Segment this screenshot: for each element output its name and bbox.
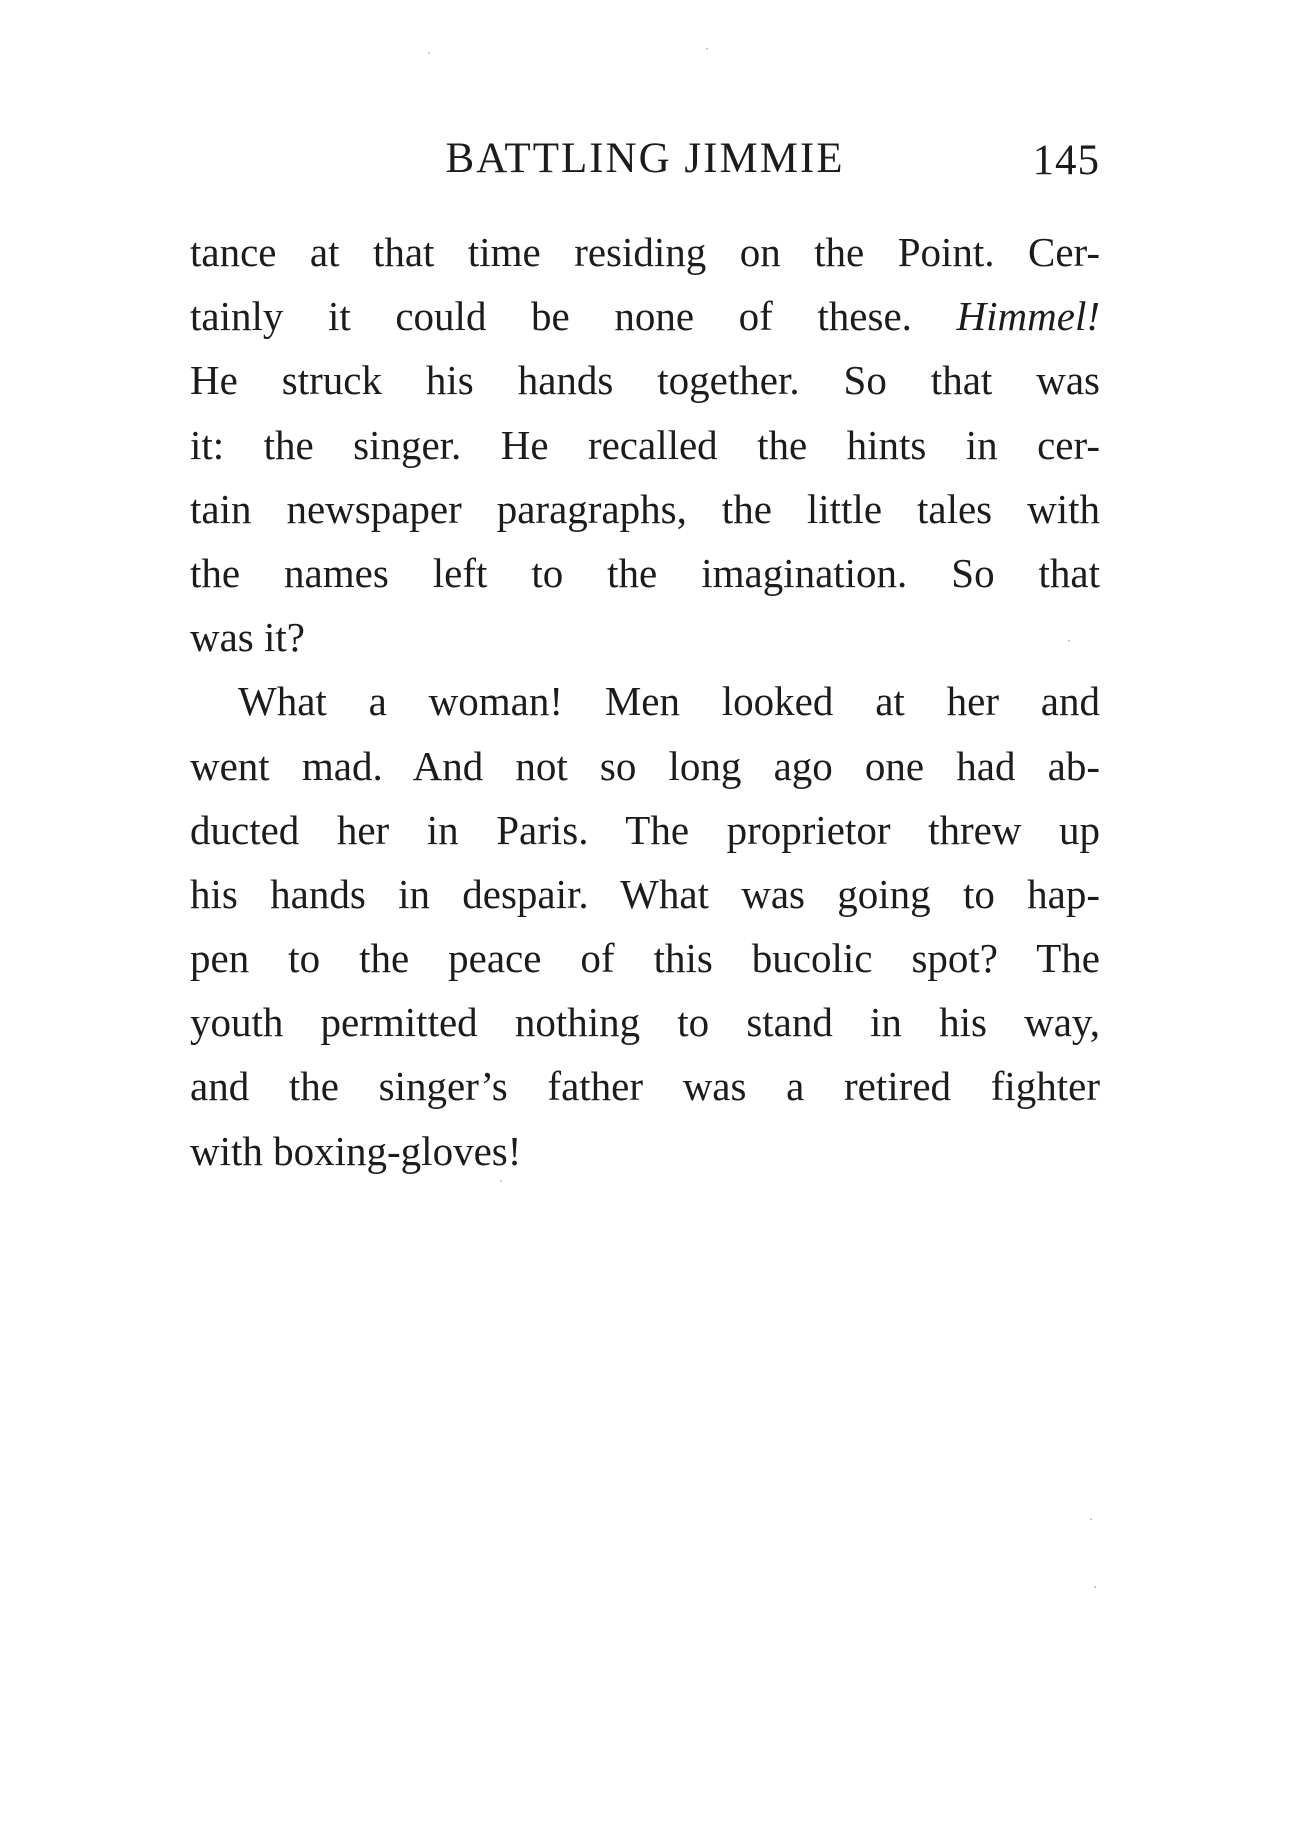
scan-speck	[1094, 1586, 1096, 1588]
text-line: the names left to the imagination. So that	[190, 549, 1100, 596]
text-line: it: the singer. He recalled the hints in cer-	[190, 421, 1100, 468]
paragraph	[190, 669, 1100, 1183]
text-line: youth permitted nothing to stand in his way,	[190, 999, 1100, 1046]
text-line: was it?	[190, 614, 305, 661]
text-line: went mad. And not so long ago one had ab-	[190, 742, 1100, 789]
italic-word: Himmel!	[956, 293, 1100, 340]
scan-speck	[1068, 640, 1070, 642]
scan-speck	[500, 1180, 502, 1182]
text-line: with boxing-gloves!	[190, 1127, 522, 1174]
text-line: pen to the peace of this bucolic spot? The	[190, 935, 1100, 982]
text-line: tain newspaper paragraphs, the little tales with	[190, 485, 1100, 532]
paragraph	[190, 220, 1100, 669]
body-text	[190, 220, 1100, 1183]
text-line: What a woman! Men looked at her and	[238, 678, 1100, 725]
scan-speck	[706, 48, 708, 50]
text-line: his hands in despair. What was going to hap-	[190, 870, 1100, 917]
text-run: tainly it could be none of these.	[190, 293, 957, 340]
text-line	[190, 284, 1100, 348]
running-title: BATTLING JIMMIE	[445, 135, 845, 182]
running-head	[190, 134, 1100, 184]
scan-speck	[428, 52, 430, 54]
page-number: 145	[1032, 137, 1100, 184]
text-line: tance at that time residing on the Point. Cer-	[190, 229, 1100, 275]
scan-speck	[1090, 1518, 1092, 1520]
text-line: and the singer’s father was a retired fighter	[190, 1063, 1100, 1110]
text-line: He struck his hands together. So that was	[190, 357, 1100, 404]
text-line: ducted her in Paris. The proprietor threw up	[190, 806, 1100, 853]
